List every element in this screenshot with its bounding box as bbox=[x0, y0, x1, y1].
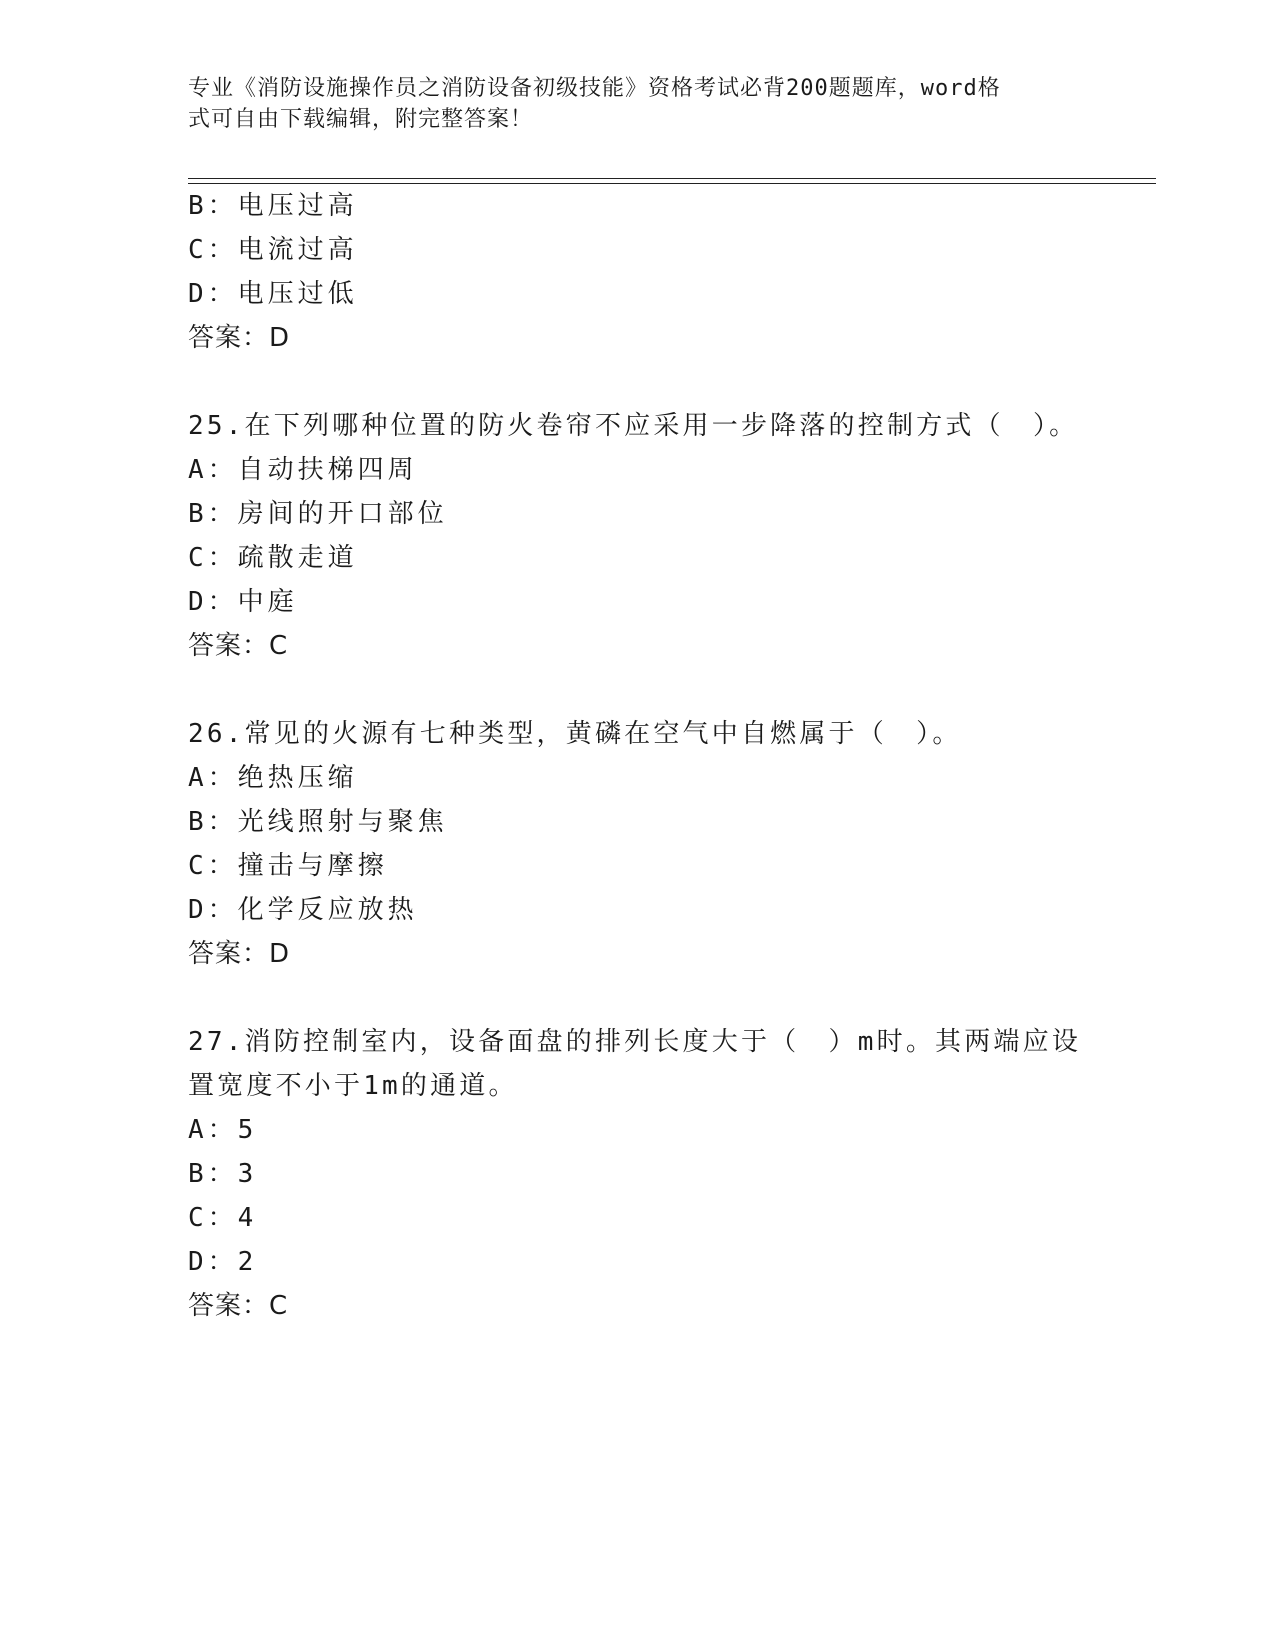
q25-option-a: A：自动扶梯四周 bbox=[188, 455, 418, 485]
q26-option-c: C：撞击与摩擦 bbox=[188, 851, 388, 881]
q26-option-b: B：光线照射与聚焦 bbox=[188, 807, 448, 837]
q27-option-a: A：5 bbox=[188, 1115, 258, 1145]
document-header bbox=[188, 73, 1068, 135]
header-line-1: 专业《消防设施操作员之消防设备初级技能》资格考试必背200题题库，word格 bbox=[188, 76, 1001, 101]
q27-option-b: B：3 bbox=[188, 1159, 258, 1189]
q26-stem: 26.常见的火源有七种类型，黄磷在空气中自燃属于（ ）。 bbox=[188, 719, 962, 749]
header-divider-top bbox=[188, 178, 1156, 179]
q25-stem: 25.在下列哪种位置的防火卷帘不应采用一步降落的控制方式（ ）。 bbox=[188, 411, 1079, 441]
q27-stem-line-2: 置宽度不小于1m的通道。 bbox=[188, 1071, 518, 1101]
q27-stem-line-1: 27.消防控制室内，设备面盘的排列长度大于（ ）m时。其两端应设 bbox=[188, 1027, 1082, 1057]
q25-option-d: D：中庭 bbox=[188, 587, 298, 617]
q25-option-b: B：房间的开口部位 bbox=[188, 499, 448, 529]
q24-option-d: D：电压过低 bbox=[188, 279, 358, 309]
q27-answer: 答案：C bbox=[188, 1291, 289, 1321]
header-line-2: 式可自由下载编辑，附完整答案！ bbox=[188, 107, 534, 132]
q25-option-c: C：疏散走道 bbox=[188, 543, 358, 573]
q26-option-d: D：化学反应放热 bbox=[188, 895, 418, 925]
q24-option-b: B：电压过高 bbox=[188, 191, 358, 221]
q26-answer: 答案：D bbox=[188, 939, 291, 969]
header-divider-bottom bbox=[188, 183, 1156, 184]
q24-answer: 答案：D bbox=[188, 323, 291, 353]
q24-option-c: C：电流过高 bbox=[188, 235, 358, 265]
q27-option-c: C：4 bbox=[188, 1203, 258, 1233]
q27-option-d: D：2 bbox=[188, 1247, 258, 1277]
q26-option-a: A：绝热压缩 bbox=[188, 763, 358, 793]
q25-answer: 答案：C bbox=[188, 631, 289, 661]
